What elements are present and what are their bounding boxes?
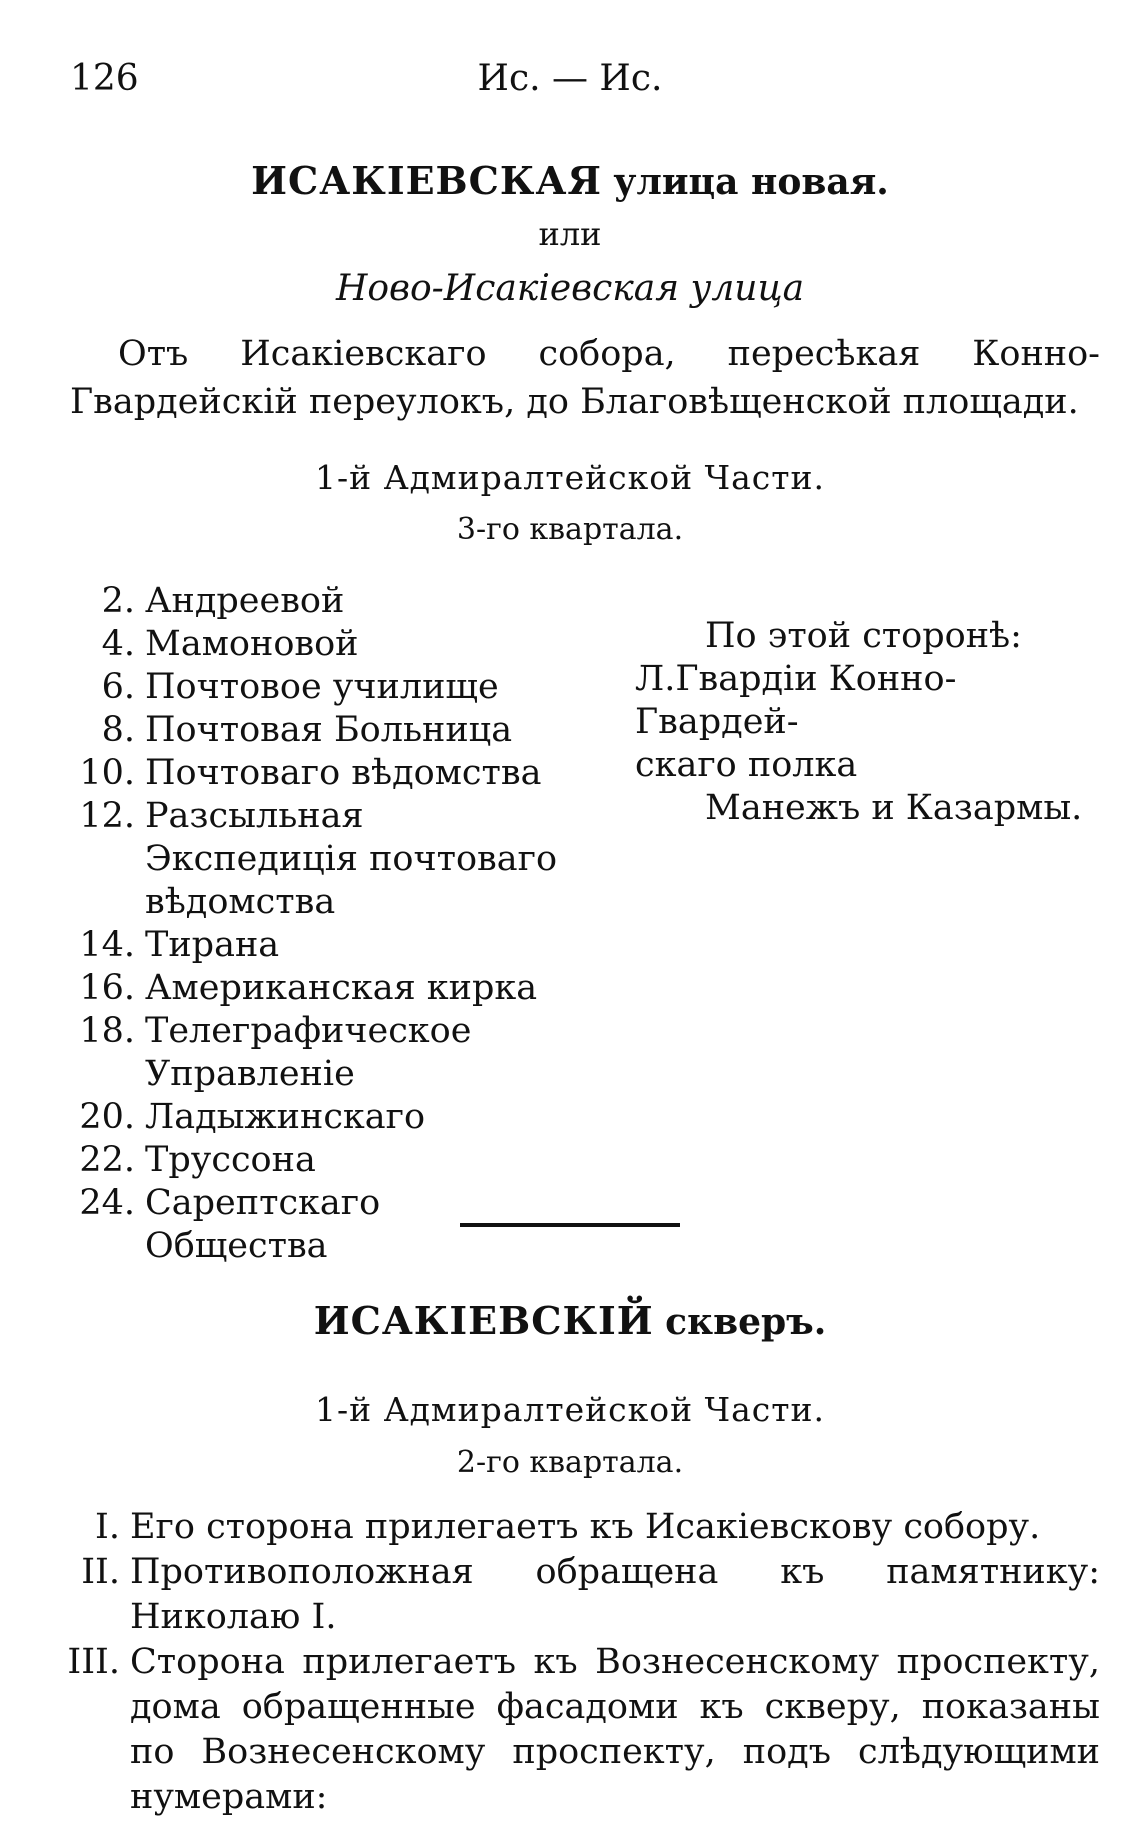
section2-quarter: 2-го квартала. bbox=[456, 1445, 684, 1480]
other-side-line: скаго полка bbox=[635, 745, 858, 785]
list-item: 6. Почтовое училище bbox=[101, 667, 499, 707]
section1-description: Отъ Исакіевскаго собора, пересѣкая Конно-Гвардейскій переулокъ, до Благовѣщенской площади. bbox=[70, 334, 1100, 422]
section1-title-rest: улица новая. bbox=[613, 161, 889, 203]
other-side-line: Манежъ и Казармы. bbox=[705, 788, 1083, 828]
section1-quarter: 3-го квартала. bbox=[456, 512, 684, 547]
list-item: I. Его сторона прилегаетъ къ Исакіевскову собору. bbox=[95, 1507, 1041, 1547]
list-item: 22. Труссона bbox=[79, 1140, 316, 1180]
section1-title-caps: ИСАКІЕВСКАЯ bbox=[251, 158, 602, 203]
running-head: Ис. — Ис. bbox=[477, 58, 663, 99]
list-item: 16. Американская кирка bbox=[79, 968, 538, 1008]
section2-title bbox=[0, 1298, 1140, 1343]
list-item: 24. Сарептскаго Общества bbox=[79, 1183, 381, 1266]
list-item: 10. Почтоваго вѣдомства bbox=[79, 753, 542, 793]
section1-title bbox=[0, 158, 1140, 203]
section2-district: 1-й Адмиралтейской Части. bbox=[314, 1390, 825, 1429]
house-list bbox=[60, 580, 560, 1268]
section-divider bbox=[460, 1223, 680, 1227]
section1-alt-title: Ново-Исакіевская улица bbox=[335, 268, 805, 309]
section2-title-caps: ИСАКІЕВСКІЙ bbox=[313, 1298, 654, 1343]
list-item: 4. Мамоновой bbox=[101, 624, 359, 664]
list-item: 2. Андреевой bbox=[101, 581, 345, 621]
page-header bbox=[70, 58, 1070, 108]
list-item: 20. Ладыжинскаго bbox=[79, 1097, 426, 1137]
section1-district: 1-й Адмиралтейской Части. bbox=[314, 458, 825, 497]
list-item: II. Противоположная обращена къ памятнику: Николаю I. bbox=[81, 1552, 1100, 1637]
list-item: 14. Тирана bbox=[79, 925, 280, 965]
section1-or: или bbox=[538, 215, 602, 253]
list-item: 12. Разсыльная Экспедиція почтоваго вѣдомства bbox=[79, 796, 558, 922]
list-item: III. Сторона прилегаетъ къ Вознесенскому проспекту, дома обращенные фасадоми къ скверу, показаны по Вознесенскому проспекту, подъ слѣдующими нумерами: bbox=[67, 1642, 1100, 1817]
section2-title-rest: скверъ. bbox=[665, 1301, 827, 1343]
other-side-heading: По этой сторонѣ: bbox=[705, 616, 1022, 656]
list-item: 18. Телеграфическое Управленіе bbox=[79, 1011, 472, 1094]
other-side-note bbox=[635, 615, 1105, 830]
other-side-line: Л.Гвардіи Конно-Гвардей- bbox=[635, 659, 957, 742]
list-item: 8. Почтовая Больница bbox=[101, 710, 513, 750]
square-sides-list bbox=[50, 1505, 1100, 1820]
page-number: 126 bbox=[70, 58, 139, 99]
